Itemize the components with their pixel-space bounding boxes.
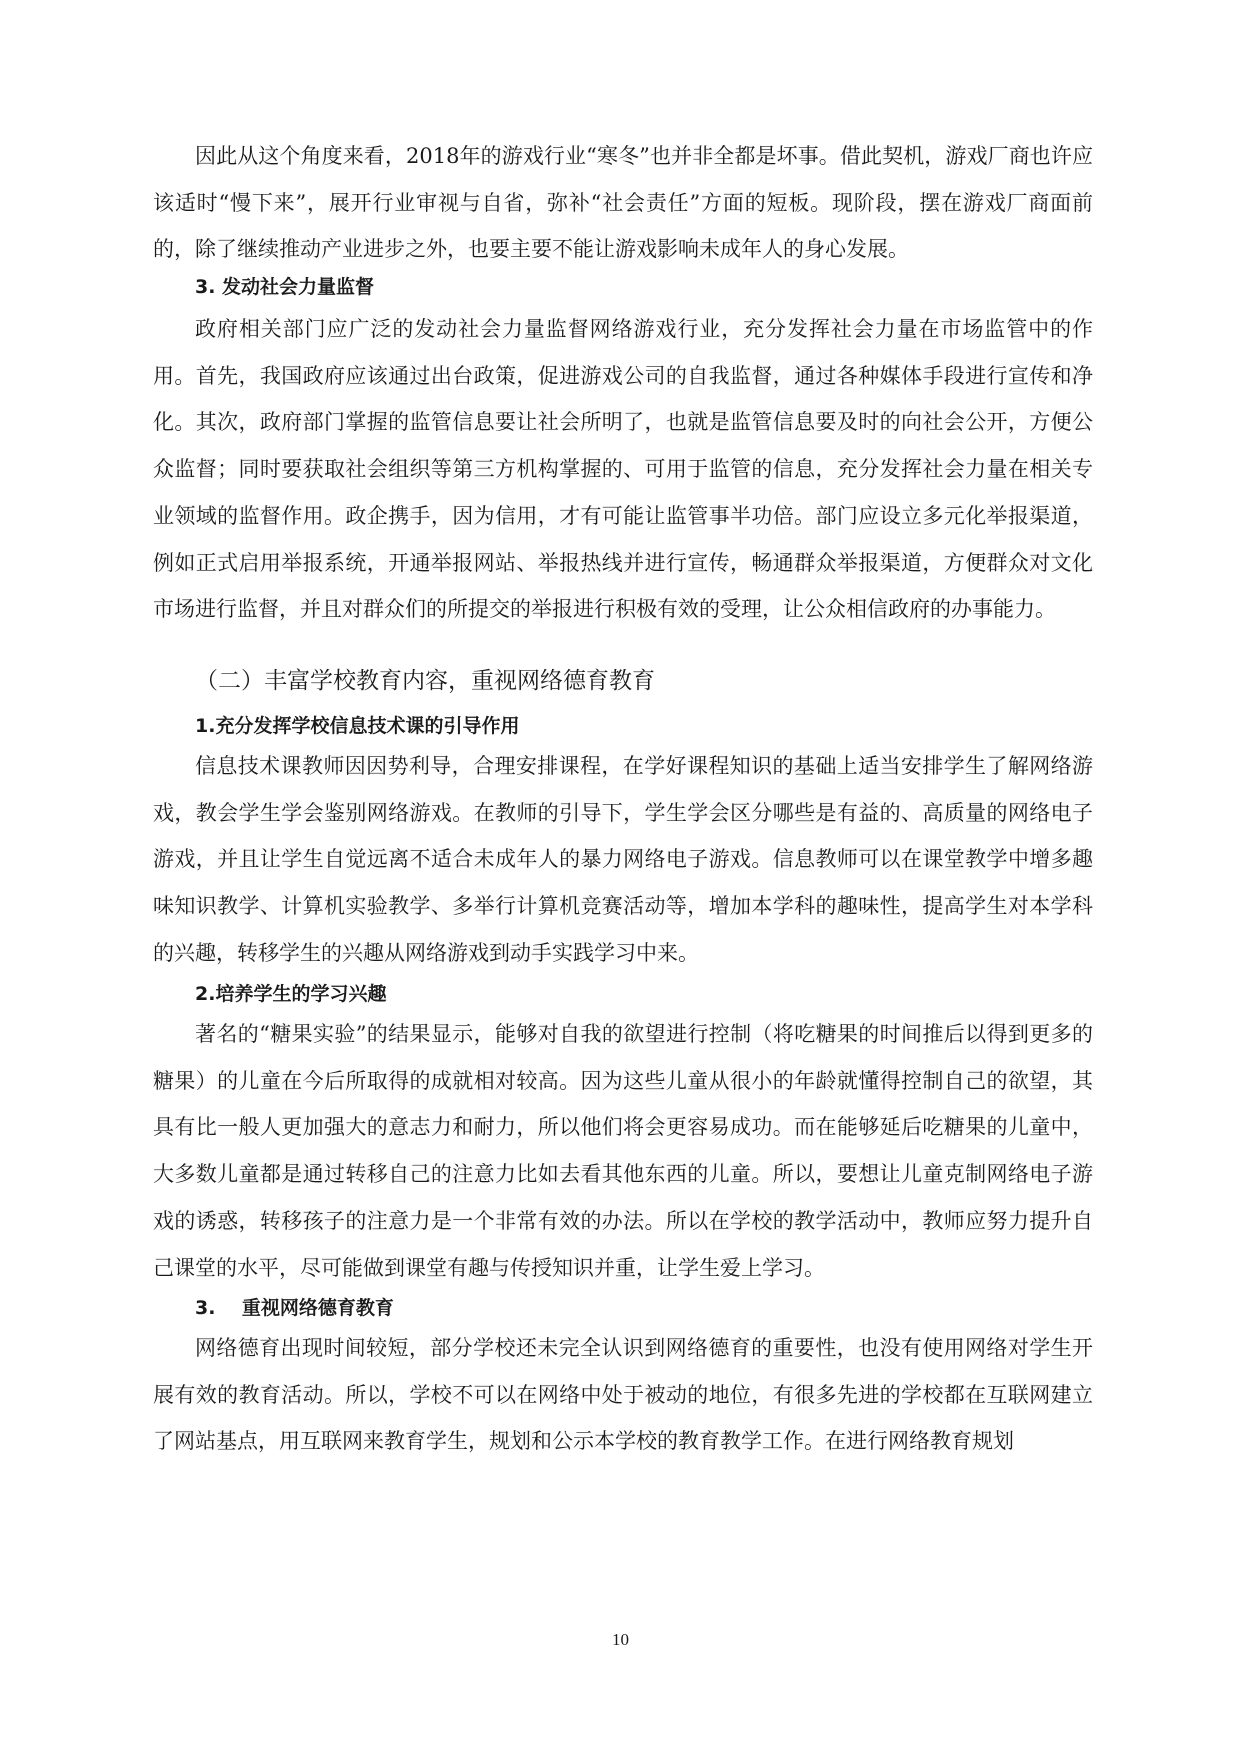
page-number: 10 — [612, 1630, 629, 1649]
heading-school-education: （二）丰富学校教育内容，重视网络德育教育 — [195, 668, 655, 694]
heading-moral-education: 3. 重视网络德育教育 — [195, 1297, 394, 1319]
paragraph-learning-interest: 著名的“糖果实验”的结果显示，能够对自我的欲望进行控制（将吃糖果的时间推后以得到更多的糖果）的儿童在今后所取得的成就相对较高。因为这些儿童从很小的年龄就懂得控制自己的欲望，其具有比一般人更加强大的意志力和耐力，所以他们将会更容易成功。而在能够延后吃糖果的儿童中，大多数儿童都是通过转移自己的注意力比如去看其他东西的儿童。所以，要想让儿童克制网络电子游戏的诱惑，转移孩子的注意力是一个非常有效的办法。所以在学校的教学活动中，教师应努力提升自己课堂的水平，尽可能做到课堂有趣与传授知识并重，让学生爱上学习。 — [153, 1022, 1093, 1280]
paragraph-social-supervision: 政府相关部门应广泛的发动社会力量监督网络游戏行业，充分发挥社会力量在市场监管中的作用。首先，我国政府应该通过出台政策，促进游戏公司的自我监督，通过各种媒体手段进行宣传和净化。其次，政府部门掌握的监管信息要让社会所明了，也就是监管信息要及时的向社会公开，方便公众监督；同时要获取社会组织等第三方机构掌握的、可用于监管的信息，充分发挥社会力量在相关专业领域的监督作用。政企携手，因为信用，才有可能让监管事半功倍。部门应设立多元化举报渠道，例如正式启用举报系统，开通举报网站、举报热线并进行宣传，畅通群众举报渠道，方便群众对文化市场进行监督，并且对群众们的所提交的举报进行积极有效的受理，让公众相信政府的办事能力。 — [153, 317, 1093, 622]
paragraph-industry-winter: 因此从这个角度来看，2018年的游戏行业“寒冬”也并非全都是坏事。借此契机，游戏厂商也许应该适时“慢下来”，展开行业审视与自省，弥补“社会责任”方面的短板。现阶段，摆在游戏厂商面前的，除了继续推动产业进步之外，也要主要不能让游戏影响未成年人的身心发展。 — [153, 144, 1093, 262]
heading-social-supervision: 3. 发动社会力量监督 — [195, 276, 375, 298]
paragraph-moral-education: 网络德育出现时间较短，部分学校还未完全认识到网络德育的重要性，也没有使用网络对学生开展有效的教育活动。所以，学校不可以在网络中处于被动的地位，有很多先进的学校都在互联网建立了网站基点，用互联网来教育学生，规划和公示本学校的教育教学工作。在进行网络教育规划 — [153, 1336, 1093, 1454]
paragraph-it-course: 信息技术课教师因因势利导，合理安排课程，在学好课程知识的基础上适当安排学生了解网络游戏，教会学生学会鉴别网络游戏。在教师的引导下，学生学会区分哪些是有益的、高质量的网络电子游戏，并且让学生自觉远离不适合未成年人的暴力网络电子游戏。信息教师可以在课堂教学中增多趣味知识教学、计算机实验教学、多举行计算机竞赛活动等，增加本学科的趣味性，提高学生对本学科的兴趣，转移学生的兴趣从网络游戏到动手实践学习中来。 — [153, 754, 1093, 965]
heading-learning-interest: 2.培养学生的学习兴趣 — [195, 983, 387, 1005]
heading-it-course: 1.充分发挥学校信息技术课的引导作用 — [195, 715, 520, 737]
